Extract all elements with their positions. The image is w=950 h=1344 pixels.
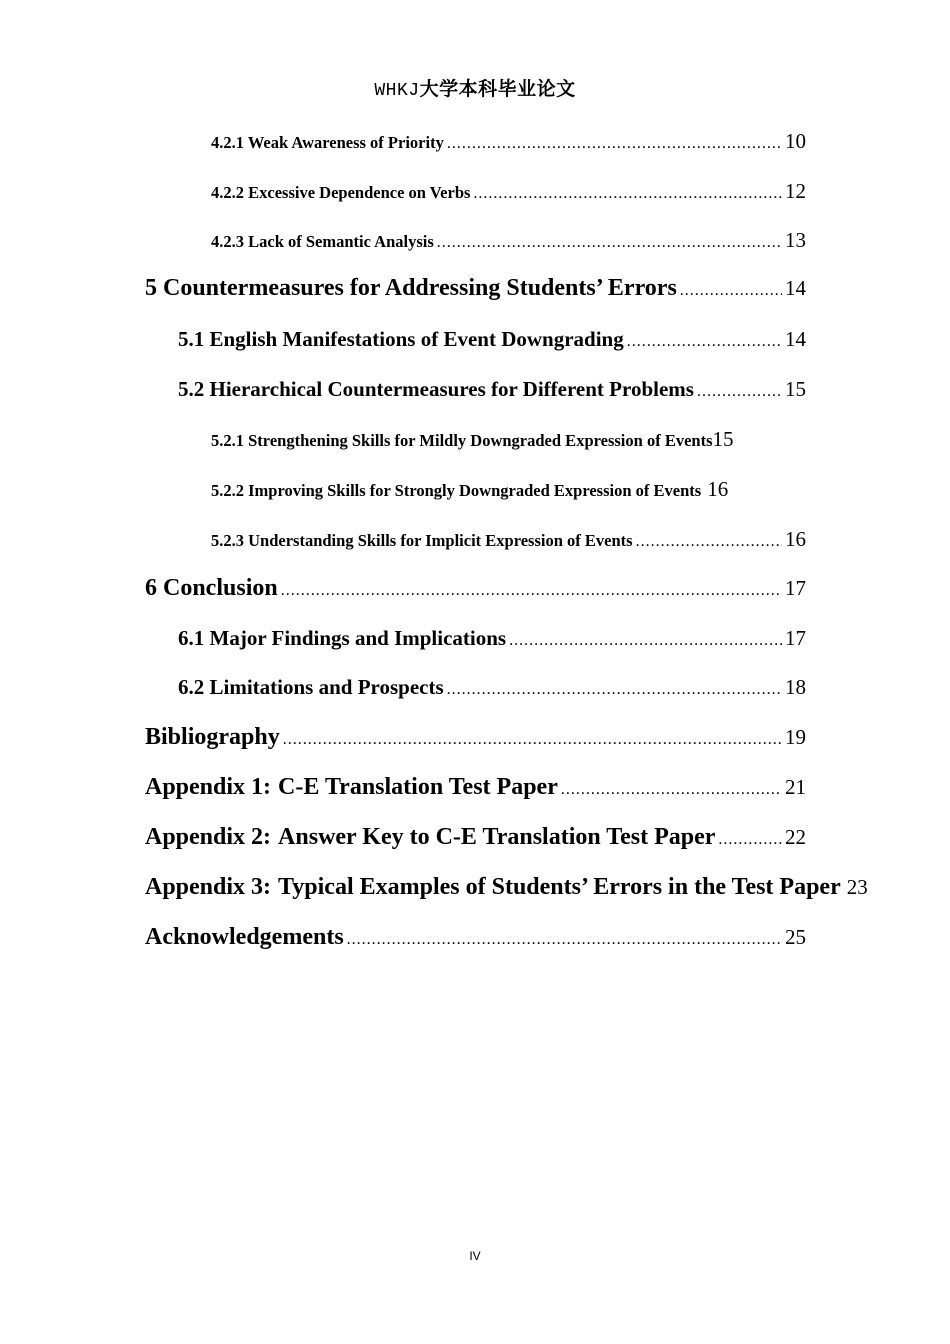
toc-entry-5-1[interactable]: [178, 327, 806, 352]
toc-page: 16: [785, 527, 806, 551]
toc-page: 16: [707, 477, 729, 501]
toc-entry-6-2[interactable]: [178, 675, 806, 700]
toc-entry-appendix-3[interactable]: [145, 874, 868, 901]
toc-page: 17: [785, 576, 806, 600]
toc-page: 12: [785, 179, 806, 203]
toc-label: 4.2.2 Excessive Dependence on Verbs: [211, 183, 471, 202]
toc-label: Appendix 1:: [145, 774, 272, 800]
toc-label: 5.1 English Manifestations of Event Downgrading: [178, 327, 624, 351]
toc-label: 4.2.3 Lack of Semantic Analysis: [211, 232, 434, 251]
toc-page: 25: [785, 925, 806, 949]
toc-page: 19: [785, 725, 806, 749]
toc-entry-5-2-3[interactable]: [211, 527, 806, 552]
toc-page: 15: [785, 377, 806, 401]
toc-leader: [561, 781, 782, 799]
toc-leader: [627, 333, 782, 351]
toc-page: 10: [785, 129, 806, 153]
toc-entry-appendix-1[interactable]: [145, 774, 806, 801]
toc-entry-acknowledgements[interactable]: [145, 924, 806, 951]
toc-leader: [680, 282, 782, 300]
toc-entry-6-1[interactable]: [178, 626, 806, 651]
toc-entry-5-2-1[interactable]: [211, 427, 816, 452]
page-number: IV: [469, 1249, 481, 1263]
toc-page: 14: [785, 276, 806, 300]
toc-entry-5-2-2[interactable]: [211, 477, 806, 502]
toc-entry-appendix-2[interactable]: [145, 824, 806, 851]
toc-leader: [281, 582, 782, 600]
toc-page: 13: [785, 228, 806, 252]
toc-label: 4.2.1 Weak Awareness of Priority: [211, 133, 444, 152]
toc-label: 5.2 Hierarchical Countermeasures for Different Problems: [178, 377, 694, 401]
toc-label: Bibliography: [145, 724, 280, 750]
toc-entry-5-2[interactable]: [178, 377, 806, 402]
toc-page: 14: [785, 327, 806, 351]
toc-sub-label: Typical Examples of Students’ Errors in the Test Paper: [278, 874, 841, 900]
toc-entry-6[interactable]: [145, 575, 806, 602]
running-header: [0, 74, 950, 101]
toc-page: 22: [785, 825, 806, 849]
header-cjk: 大学本科毕业论文: [419, 78, 576, 100]
toc-label: 6.2 Limitations and Prospects: [178, 675, 444, 699]
toc-leader: [347, 931, 782, 949]
toc-leader: [283, 731, 782, 749]
toc-label: 5 Countermeasures for Addressing Students’ Errors: [145, 275, 677, 301]
toc-label: Appendix 3:: [145, 874, 272, 900]
toc-entry-4-2-3[interactable]: [211, 228, 806, 253]
toc-entry-4-2-2[interactable]: [211, 179, 806, 204]
toc-leader: [718, 831, 782, 849]
toc-page: 23: [846, 875, 868, 899]
toc-leader: [447, 681, 782, 699]
toc-sub-label: Answer Key to C-E Translation Test Paper: [278, 824, 716, 850]
toc-label: 5.2.2 Improving Skills for Strongly Downgraded Expression of Events: [211, 481, 702, 500]
toc-entry-bibliography[interactable]: [145, 724, 806, 751]
toc-label: 6.1 Major Findings and Implications: [178, 626, 507, 650]
toc-entry-5[interactable]: [145, 275, 806, 302]
header-latin: WHKJ: [374, 81, 420, 101]
toc-page: 18: [785, 675, 806, 699]
toc-page: 21: [785, 775, 806, 799]
toc-sub-label: C-E Translation Test Paper: [278, 774, 558, 800]
toc-leader: [636, 533, 782, 551]
toc-label: 6 Conclusion: [145, 575, 278, 601]
toc-leader: [437, 234, 782, 252]
toc-label: 5.2.1 Strengthening Skills for Mildly Downgraded Expression of Events: [211, 431, 713, 450]
toc-page: 15: [712, 427, 734, 451]
toc-leader: [509, 632, 782, 650]
toc-leader: [473, 185, 782, 203]
toc-page: 17: [785, 626, 806, 650]
toc-leader: [447, 135, 782, 153]
toc-label: Appendix 2:: [145, 824, 272, 850]
toc-leader: [697, 383, 782, 401]
toc-label: 5.2.3 Understanding Skills for Implicit Expression of Events: [211, 531, 633, 550]
toc-entry-4-2-1[interactable]: [211, 129, 806, 154]
toc-label: Acknowledgements: [145, 924, 344, 950]
